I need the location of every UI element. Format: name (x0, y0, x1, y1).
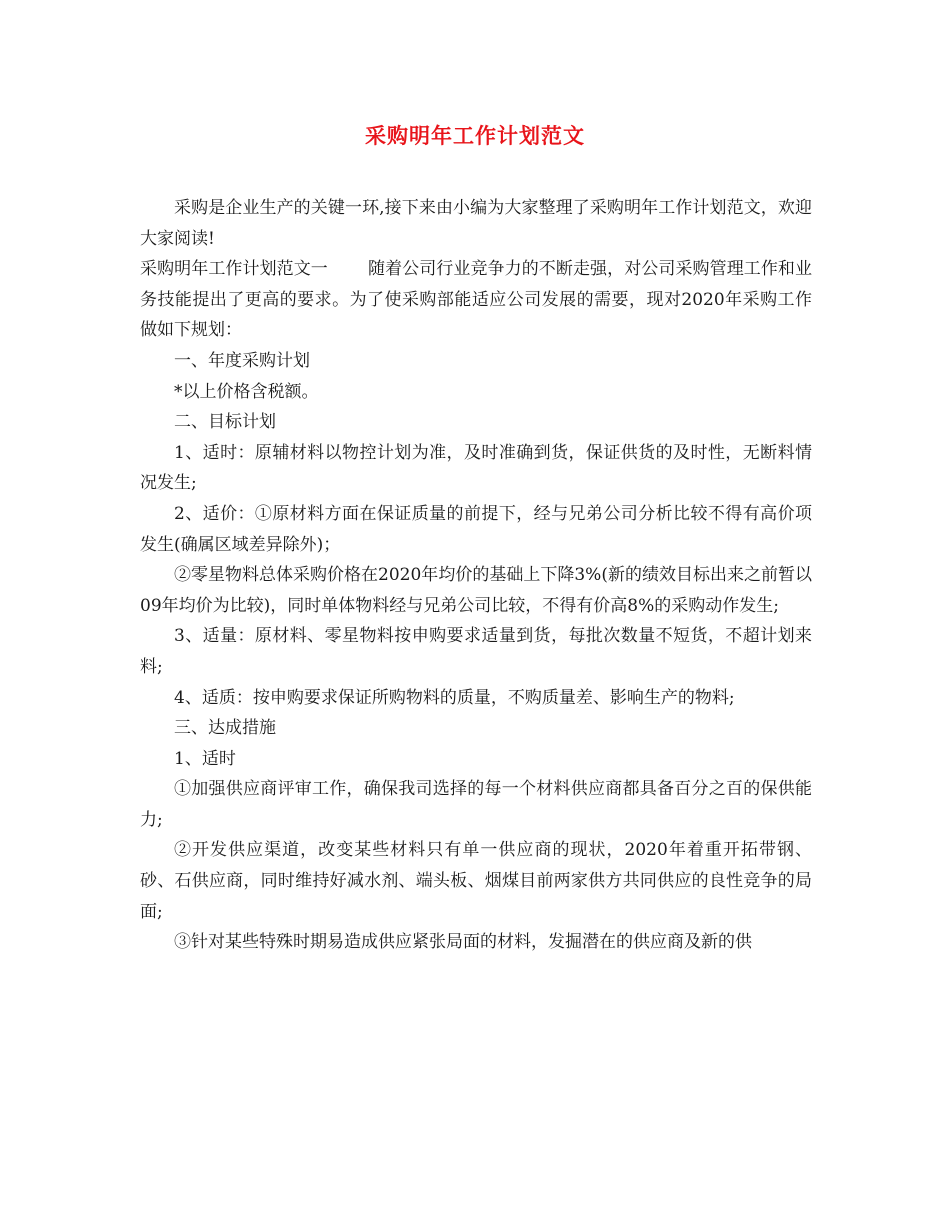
tax-note: *以上价格含税额。 (174, 381, 319, 402)
target-price-misc: ②零星物料总体采购价格在2020年均价的基础上下降3%(新的绩效目标出来之前暂以09年均价为比较)，同时单体物料经与兄弟公司比较，不得有价高8%的采购动作发生; (140, 565, 812, 616)
section-heading: 采购明年工作计划范文一 (140, 259, 328, 280)
section-intro: 随着公司行业竞争力的不断走强，对公司采购管理工作和业务技能提出了更高的要求。为了使采购部能适应公司发展的需要，现对2020年采购工作做如下规划： (140, 259, 813, 341)
target-quantity: 3、适量：原材料、零星物料按申购要求适量到货，每批次数量不短货，不超计划来料; (140, 626, 812, 677)
target-timely: 1、适时：原辅材料以物控计划为准，及时准确到货，保证供货的及时性，无断料情况发生; (140, 442, 812, 494)
measure-supply-channels: ②开发供应渠道，改变某些材料只有单一供应商的现状，2020年着重开拓带钢、砂、石供应商，同时维持好减水剂、端头板、烟煤目前两家供方共同供应的良性竞争的局面; (140, 840, 812, 922)
document-title: 采购明年工作计划范文 (365, 123, 585, 148)
measures-timely-heading: 1、适时 (174, 748, 236, 769)
target-plan-heading: 二、目标计划 (174, 412, 276, 433)
measures-heading: 三、达成措施 (174, 718, 276, 739)
target-quality: 4、适质：按申购要求保证所购物料的质量，不购质量差、影响生产的物料; (174, 687, 735, 708)
measure-supplier-review: ①加强供应商评审工作，确保我司选择的每一个材料供应商都具备百分之百的保供能力; (140, 779, 812, 830)
section-one-paragraph (140, 254, 812, 346)
measure-special-periods: ③针对某些特殊时期易造成供应紧张局面的材料，发掘潜在的供应商及新的供 (174, 932, 752, 953)
annual-plan-heading: 一、年度采购计划 (174, 350, 310, 371)
document-body (140, 193, 812, 958)
intro-paragraph: 采购是企业生产的关键一环,接下来由小编为大家整理了采购明年工作计划范文，欢迎大家阅读! (140, 198, 812, 249)
target-price: 2、适价：①原材料方面在保证质量的前提下，经与兄弟公司分析比较不得有高价项发生(确属区域差异除外)； (140, 503, 812, 555)
